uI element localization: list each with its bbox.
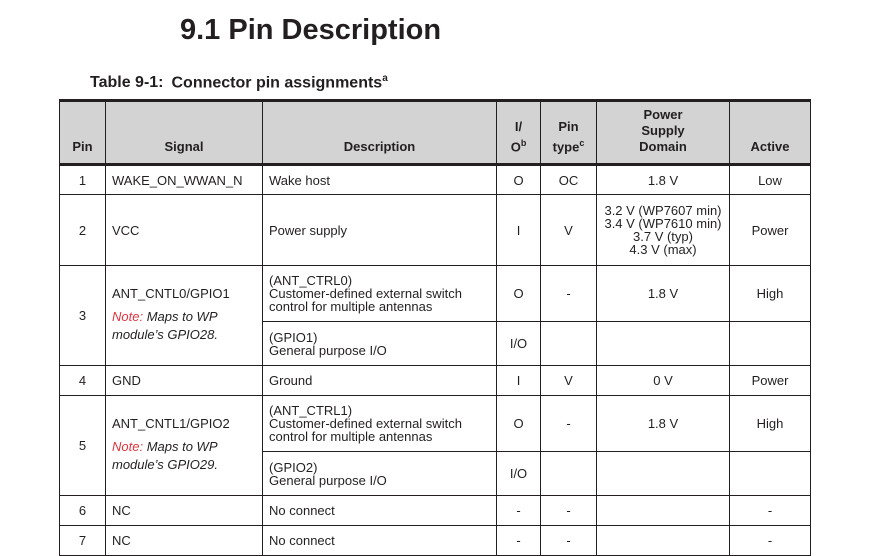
cell-signal: ANT_CNTL1/GPIO2 Note: Maps to WP module’s GPIO29. [106,396,263,496]
cell-active [730,452,811,496]
cell-domain [597,322,730,366]
cell-pin: 3 [60,266,106,366]
table-row [60,396,811,452]
cell-io: I/O [497,322,541,366]
header-pin-type: Pin type$^c$ [541,101,597,165]
cell-io: - [497,496,541,526]
pin-assignment-table [59,99,811,556]
header-row [60,101,811,165]
cell-description: Ground [263,366,497,396]
cell-pin-type: - [541,266,597,322]
cell-description: (GPIO2) General purpose I/O [263,452,497,496]
cell-description: Power supply [263,195,497,266]
table-row [60,195,811,266]
cell-pin: 5 [60,396,106,496]
table-row [60,366,811,396]
header-power-domain: Power Supply Domain [597,101,730,165]
cell-io: I [497,195,541,266]
cell-domain: 3.2 V (WP7607 min) 3.4 V (WP7610 min) 3.7 V (typ) 4.3 V (max) [597,195,730,266]
cell-domain: 1.8 V [597,396,730,452]
cell-description: No connect [263,496,497,526]
cell-domain [597,526,730,556]
table-title: Connector pin assignments [171,74,383,92]
cell-io: I [497,366,541,396]
cell-io: I/O [497,452,541,496]
cell-signal: ANT_CNTL0/GPIO1 Note: Maps to WP module’s GPIO28. [106,266,263,366]
cell-io: - [497,526,541,556]
cell-description: (GPIO1) General purpose I/O [263,322,497,366]
cell-domain: 1.8 V [597,266,730,322]
cell-description: No connect [263,526,497,556]
cell-active [730,322,811,366]
cell-active: - [730,526,811,556]
cell-description: (ANT_CTRL0) Customer-defined external switch control for multiple antennas [263,266,497,322]
cell-signal: NC [106,496,263,526]
cell-pin-type: - [541,526,597,556]
cell-pin: 6 [60,496,106,526]
header-active: Active [730,101,811,165]
cell-signal: WAKE_ON_WWAN_N [106,165,263,195]
cell-pin-type: OC [541,165,597,195]
note-label: Note: [112,309,144,324]
cell-signal: VCC [106,195,263,266]
cell-pin: 4 [60,366,106,396]
cell-signal: GND [106,366,263,396]
cell-pin: 7 [60,526,106,556]
cell-io: O [497,165,541,195]
cell-pin: 2 [60,195,106,266]
cell-description: (ANT_CTRL1) Customer-defined external switch control for multiple antennas [263,396,497,452]
cell-domain [597,452,730,496]
cell-io: O [497,396,541,452]
cell-description: Wake host [263,165,497,195]
header-description: Description [263,101,497,165]
cell-io: O [497,266,541,322]
note-label: Note: [112,439,144,454]
cell-active: - [730,496,811,526]
cell-pin-type: V [541,195,597,266]
cell-pin-type: - [541,496,597,526]
cell-pin-type [541,452,597,496]
table-caption [90,73,388,92]
cell-domain: 0 V [597,366,730,396]
cell-pin-type: V [541,366,597,396]
cell-domain [597,496,730,526]
header-pin: Pin [60,101,106,165]
table-row [60,165,811,195]
header-signal: Signal [106,101,263,165]
table-number: Table 9-1: [90,74,164,92]
table-row [60,266,811,322]
table-row [60,526,811,556]
footnote-marker: a [382,73,388,84]
cell-signal: NC [106,526,263,556]
cell-pin-type: - [541,396,597,452]
table-row [60,496,811,526]
cell-active: Power [730,195,811,266]
cell-active: Low [730,165,811,195]
cell-active: Power [730,366,811,396]
cell-pin: 1 [60,165,106,195]
header-io: I/ $O^b$ [497,101,541,165]
cell-active: High [730,266,811,322]
page-title: 9.1 Pin Description [180,14,442,46]
cell-active: High [730,396,811,452]
cell-domain: 1.8 V [597,165,730,195]
cell-pin-type [541,322,597,366]
